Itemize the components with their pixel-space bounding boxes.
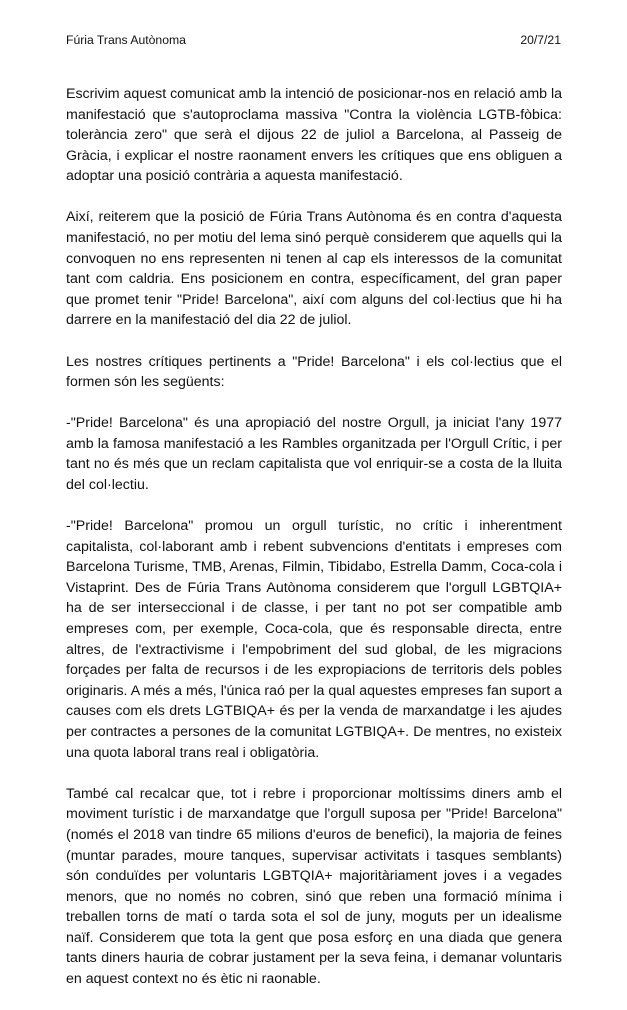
paragraph-position: Així, reiterem que la posició de Fúria Trans Autònoma és en contra d'aquesta manifestació, no per motiu del lema sinó perquè considerem que aquells qui la convoquen no ens representen ni tenen al cap els interessos de la comunitat tant com caldria. Ens posicionem en contra, específicament, del gran paper que promet tenir "Pride! Barcelona", així com alguns del col·lectius que hi ha darrere en la manifestació del dia 22 de juliol. bbox=[66, 209, 562, 329]
paragraph-intro: Escrivim aquest comunicat amb la intenció de posicionar-nos en relació amb la manifestació que s'autoproclama massiva "Contra la violència LGTB-fòbica: tolerància zero" que serà el dijous 22 de juliol a Barcelona, al Passeig de Gràcia, i explicar el nostre raonament envers les crítiques que ens obliguen a adoptar una posició contrària a aquesta manifestació. bbox=[66, 86, 563, 185]
page-header bbox=[66, 33, 561, 49]
paragraph-critique-appropriation: -"Pride! Barcelona" és una apropiació del nostre Orgull, ja iniciat l'any 1977 amb la famosa manifestació a les Rambles organitzada per l'Orgull Crític, i per tant no és més que un reclam capitalista que vol enriquir-se a costa de la lluita del col·lectiu. bbox=[66, 415, 562, 493]
header-date: 20/7/21 bbox=[520, 33, 561, 47]
document-body bbox=[66, 84, 562, 1010]
paragraph-volunteers: També cal recalcar que, tot i rebre i proporcionar moltíssims diners amb el moviment turístic i de marxandatge que l'orgull suposa per "Pride! Barcelona" (només el 2018 van tindre 65 milions d'euros de benefici), la majoria de feines (muntar parades, moure tanques, supervisar activitats i tasques semblants) són conduïdes per voluntaris LGBTQIA+ majoritàriament joves i a vegades menors, que no només no cobren, sinó que reben una formació mínima i treballen torns de matí o tarda sota el sol de juny, moguts per un idealisme naïf. Considerem que tota la gent que posa esforç en una diada que genera tants diners hauria de cobrar justament per la seva feina, i demanar voluntaris en aquest context no és ètic ni raonable. bbox=[66, 785, 562, 988]
paragraph-critique-tourism: -"Pride! Barcelona" promou un orgull turístic, no crític i inherentment capitalista, col·laborant amb i rebent subvencions d'entitats i empreses com Barcelona Turisme, TMB, Arenas, Filmin, Tibidabo, Estrella Damm, Coca-cola i Vistaprint. Des de Fúria Trans Autònoma considerem que l'orgull LGBTQIA+ ha de ser interseccional i de classe, i per tant no pot ser compatible amb empreses com, per exemple, Coca-cola, que és responsable directa, entre altres, de l'extractivisme i l'empobriment del sud global, de les migracions forçades per falta de recursos i de les expropiacions de territoris dels pobles originaris. A més a més, l'única raó per la qual aquestes empreses fan suport a causes com els drets LGTBIQA+ és per la venda de marxandatge i les ajudes per contractes a persones de la comunitat LGTBIQA+. De mentres, no existeix una quota laboral trans real i obligatòria. bbox=[66, 518, 562, 761]
header-organization: Fúria Trans Autònoma bbox=[66, 33, 186, 47]
paragraph-critiques-intro: Les nostres crítiques pertinents a "Pride! Barcelona" i els col·lectius que el formen són les següents: bbox=[66, 353, 562, 391]
